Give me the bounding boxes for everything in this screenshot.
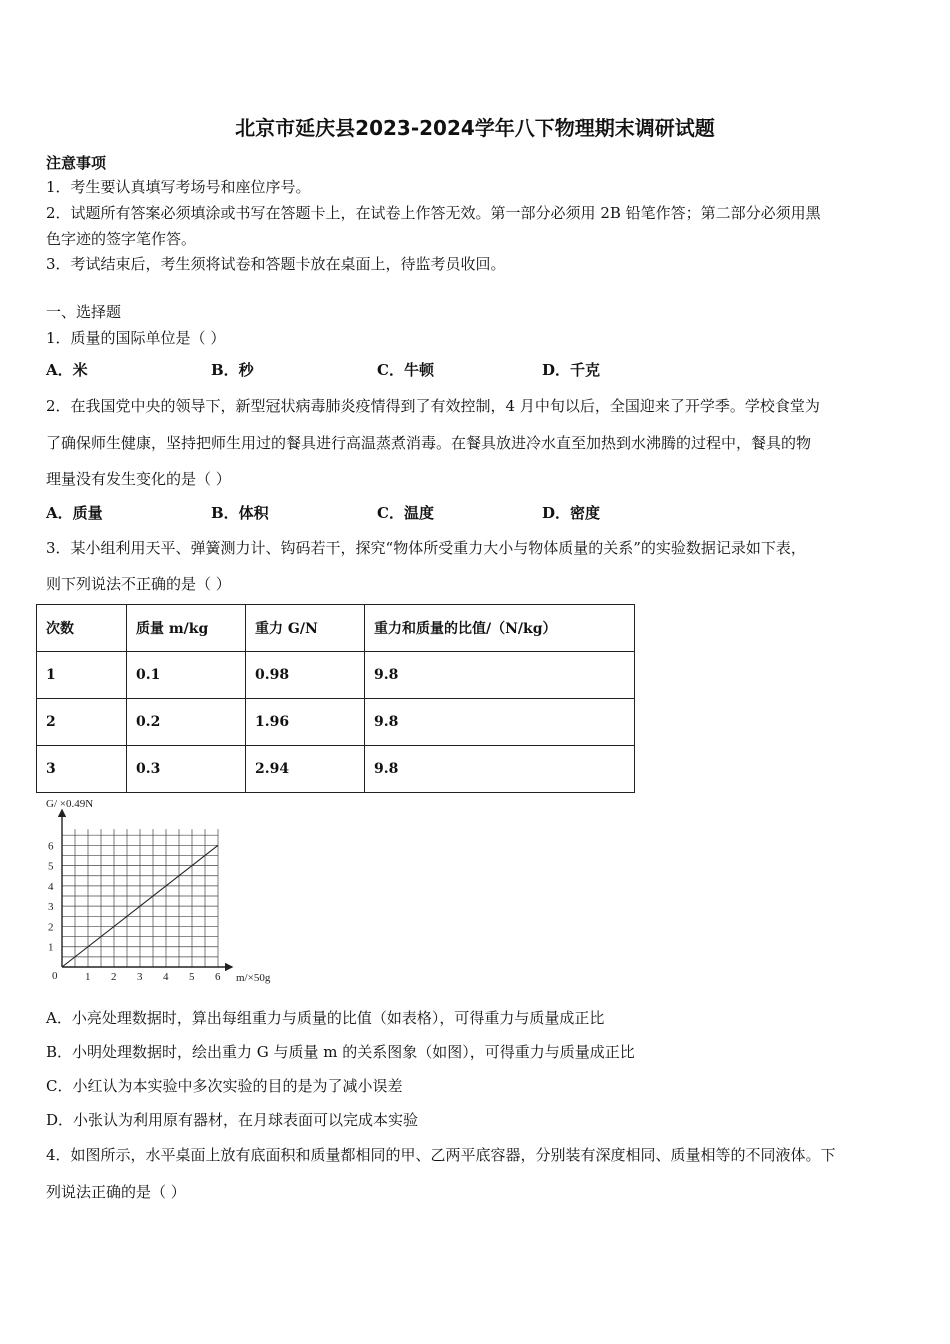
q2-option-c: C．温度 [377, 504, 434, 522]
y-axis-label: G/ ×0.49N [46, 798, 94, 810]
x-tick-label: 5 [189, 971, 195, 983]
table-cell: 1 [37, 652, 127, 699]
table-cell: 0.1 [127, 652, 246, 699]
table-cell: 9.8 [365, 699, 635, 746]
q3-option-a: A．小亮处理数据时，算出每组重力与质量的比值（如表格），可得重力与质量成正比 [46, 1009, 605, 1027]
q3-line-1: 3．某小组利用天平、弹簧测力计、钩码若干，探究“物体所受重力大小与物体质量的关系”的实验数据记录如下表， [46, 539, 806, 557]
table-header-row [37, 605, 635, 652]
q2-line-1: 2．在我国党中央的领导下，新型冠状病毒肺炎疫情得到了有效控制，4 月中旬以后，全国迎来了开学季。学校食堂为 [46, 397, 820, 415]
x-tick-label: 1 [85, 971, 91, 983]
q3-option-c: C．小红认为本实验中多次实验的目的是为了减小误差 [46, 1077, 403, 1095]
q4-line-1: 4．如图所示，水平桌面上放有底面积和质量都相同的甲、乙两平底容器，分别装有深度相同、质量相等的不同液体。下 [46, 1146, 836, 1164]
q2-line-2: 了确保师生健康，坚持把师生用过的餐具进行高温蒸煮消毒。在餐具放进冷水直至加热到水沸腾的过程中，餐具的物 [46, 434, 812, 452]
y-tick-label: 3 [48, 901, 54, 914]
q3-data-table [36, 604, 635, 793]
table-header-cell: 重力 G/N [246, 605, 365, 652]
table-cell: 9.8 [365, 746, 635, 793]
x-tick-label: 3 [137, 971, 143, 983]
x-tick-label: 4 [163, 971, 169, 983]
origin-label: 0 [52, 970, 58, 982]
notice-item-2: 2．试题所有答案必须填涂或书写在答题卡上，在试卷上作答无效。第一部分必须用 2B 铅笔作答；第二部分必须用黑 [46, 204, 821, 222]
page-title: 北京市延庆县2023-2024学年八下物理期末调研试题 [235, 116, 715, 140]
table-cell: 9.8 [365, 652, 635, 699]
table-cell: 2 [37, 699, 127, 746]
x-tick-label: 6 [215, 971, 221, 983]
q1-option-b: B．秒 [211, 361, 254, 379]
table-header-cell: 次数 [37, 605, 127, 652]
q2-line-3: 理量没有发生变化的是（ ） [46, 470, 231, 488]
table-cell: 2.94 [246, 746, 365, 793]
q3-option-d: D．小张认为利用原有器材，在月球表面可以完成本实验 [46, 1111, 419, 1129]
table-cell: 0.3 [127, 746, 246, 793]
notice-item-3: 3．考试结束后，考生须将试卷和答题卡放在桌面上，待监考员收回。 [46, 255, 506, 273]
q2-option-a: A．质量 [46, 504, 103, 522]
graph-grid [62, 829, 218, 967]
q2-option-b: B．体积 [211, 504, 269, 522]
y-tick-label: 1 [48, 941, 54, 954]
q1-option-d: D．千克 [542, 361, 601, 379]
y-tick-label: 2 [48, 921, 54, 934]
section-heading: 一、选择题 [46, 303, 122, 321]
x-tick-label: 2 [111, 971, 117, 983]
table-cell: 1.96 [246, 699, 365, 746]
q1-option-a: A．米 [46, 361, 88, 379]
x-axis-label: m/×50g [236, 972, 271, 984]
g-m-graph [36, 798, 296, 990]
table-row [37, 652, 635, 699]
table-row [37, 746, 635, 793]
q3-line-2: 则下列说法不正确的是（ ） [46, 575, 231, 593]
table-header-cell: 重力和质量的比值/（N/kg） [365, 605, 635, 652]
q2-option-d: D．密度 [542, 504, 601, 522]
notice-item-1: 1．考生要认真填写考场号和座位序号。 [46, 178, 311, 196]
q3-option-b: B．小明处理数据时，绘出重力 G 与质量 m 的关系图象（如图），可得重力与质量成正比 [46, 1043, 635, 1061]
y-tick-label: 4 [48, 880, 54, 893]
table-header-cell: 质量 m/kg [127, 605, 246, 652]
notice-heading: 注意事项 [46, 154, 107, 172]
q1-option-c: C．牛顿 [377, 361, 434, 379]
table-cell: 0.98 [246, 652, 365, 699]
y-tick-label: 6 [48, 840, 54, 853]
q4-line-2: 列说法正确的是（ ） [46, 1183, 186, 1201]
q1-stem: 1．质量的国际单位是（ ） [46, 329, 226, 347]
table-cell: 3 [37, 746, 127, 793]
table-cell: 0.2 [127, 699, 246, 746]
notice-item-2-cont: 色字迹的签字笔作答。 [46, 230, 197, 248]
table-row [37, 699, 635, 746]
y-tick-label: 5 [48, 860, 54, 873]
